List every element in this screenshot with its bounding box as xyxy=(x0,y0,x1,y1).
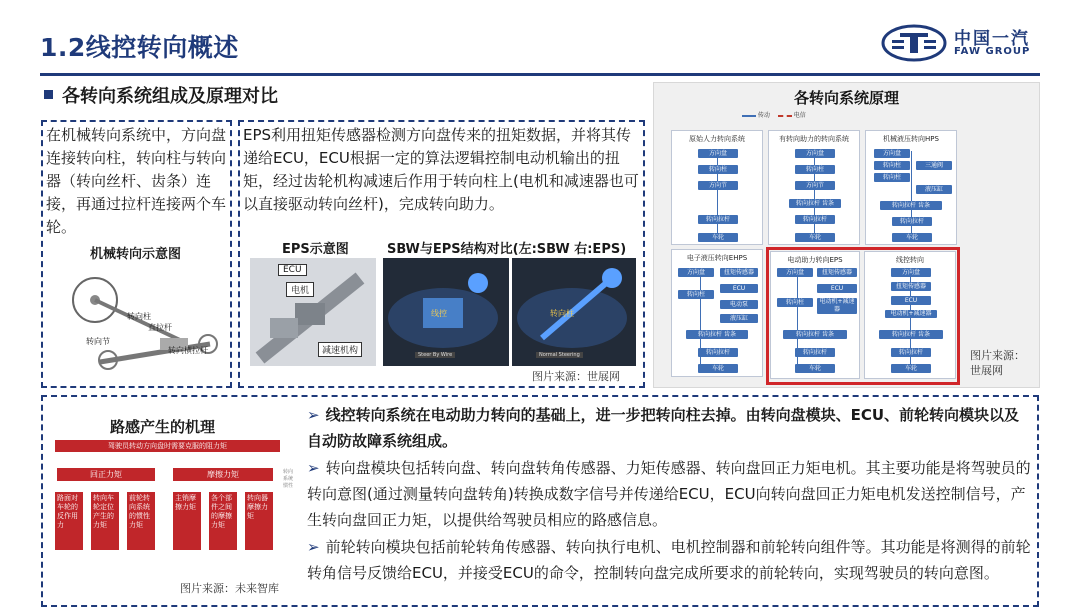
node: 转向柱 xyxy=(698,165,738,174)
sbw-sub-left: Steer By Wire xyxy=(415,352,455,358)
bullet-3 xyxy=(307,534,1032,586)
node: ECU xyxy=(720,284,758,293)
node: ECU xyxy=(817,284,857,293)
node: 液压缸 xyxy=(916,185,952,194)
node: 扭矩传感器 xyxy=(817,268,857,277)
node: 电动机+减速器 xyxy=(817,298,857,314)
node: 转向拉杆 齿条 xyxy=(879,330,943,339)
arrow-icon: ➢ xyxy=(307,406,320,424)
chart-col: 转向车轮定位产生的力矩 xyxy=(91,492,119,550)
chart-col: 前轮转向系统的惯性力矩 xyxy=(127,492,155,550)
sbw-sub-right: Normal Steering xyxy=(536,352,583,358)
faw-logo xyxy=(880,22,1045,66)
node: 方向节 xyxy=(698,181,738,190)
panel-power-assist xyxy=(768,130,860,245)
eps-source: 图片来源：世展网 xyxy=(532,370,620,383)
panel-eps-title: 电动助力转向EPS xyxy=(787,256,843,264)
node: 方向盘 xyxy=(874,149,910,158)
eps-label-reducer: 减速机构 xyxy=(318,342,362,357)
chart-side-note: 转向系统惯性 xyxy=(283,469,294,489)
node: 转向柱 xyxy=(777,298,813,307)
node: 车轮 xyxy=(795,364,835,373)
node: 方向盘 xyxy=(777,268,813,277)
node: 方向盘 xyxy=(891,268,931,277)
chart-source: 图片来源：未来智库 xyxy=(180,582,279,595)
logo-cn-text: 中国一汽 xyxy=(954,29,1030,49)
node: 方向盘 xyxy=(795,149,835,158)
node: 方向节 xyxy=(795,181,835,190)
chart-group-left: 回正力矩 xyxy=(57,468,155,481)
chart-header: 驾驶员转动方向盘时需要克服的阻力矩 xyxy=(55,440,280,452)
header-rule xyxy=(40,73,1040,76)
diagram-title: 各转向系统原理 xyxy=(793,89,899,107)
node: 三通阀 xyxy=(916,161,952,170)
legend-signal: 电信 xyxy=(793,112,806,119)
node: 扭矩传感器 xyxy=(891,282,931,291)
legend-transmit: 传动 xyxy=(757,112,770,119)
mechanical-steering-text: 在机械转向系统中，方向盘连接转向柱，转向柱与转向器（转向丝杆、齿条）连接，再通过拉杆连接两个车轮。 xyxy=(46,126,227,236)
node: 转向柱 xyxy=(874,173,910,182)
panel-hps xyxy=(865,130,957,245)
node: 扭矩传感器 xyxy=(720,268,758,277)
node: 电动机+减速器 xyxy=(885,310,937,318)
bullet-1-text: 线控转向系统在电动助力转向的基础上，进一步把转向柱去掉。由转向盘模块、ECU、前轮转向模块以及自动防故障系统组成。 xyxy=(307,406,1020,450)
node: 转向柱 xyxy=(795,165,835,174)
eps-compare-illustration xyxy=(512,258,636,366)
sbw-image xyxy=(383,258,509,366)
panel-power-assist-title: 有转向助力的转向系统 xyxy=(779,135,849,143)
faw-emblem-icon xyxy=(880,22,948,64)
bullet-2-text: 转向盘模块包括转向盘、转向盘转角传感器、力矩传感器、转向盘回正力矩电机。其主要功能是将驾驶员的转向意图(通过测量转向盘转角)转换成数字信号并传递给ECU，ECU向转向盘回正力矩电机发送控制信号，产生转向盘回正力矩，以提供给驾驶员相应的路感信息。 xyxy=(307,459,1031,529)
page-title: 1.2线控转向概述 xyxy=(40,33,239,62)
node: 车轮 xyxy=(698,364,738,373)
node: 电动泵 xyxy=(720,300,758,309)
label-steering-column: 转向柱 xyxy=(127,312,151,321)
node: 转向拉杆 齿条 xyxy=(686,330,748,339)
diagram-legend xyxy=(742,110,806,119)
node: 转向拉杆 xyxy=(795,215,835,224)
panel-manual-title: 原始人力转向系统 xyxy=(689,135,745,143)
node: 转向拉杆 xyxy=(892,217,932,226)
sbw-caption: SBW与EPS结构对比(左:SBW 右:EPS) xyxy=(387,242,627,257)
arrow-icon: ➢ xyxy=(307,459,320,477)
panel-ehps-title: 电子液压转向EHPS xyxy=(686,254,748,262)
legend-solid-icon xyxy=(742,115,756,117)
node: 转向拉杆 齿条 xyxy=(783,330,847,339)
eps-caption: EPS示意图 xyxy=(282,242,349,257)
node: 车轮 xyxy=(698,233,738,242)
node: 方向盘 xyxy=(678,268,714,277)
arrow-icon: ➢ xyxy=(307,538,320,556)
panel-ehps xyxy=(671,249,763,377)
chart-col: 转向器摩擦力矩 xyxy=(245,492,273,550)
panel-eps xyxy=(770,251,860,379)
chart-group-right: 摩擦力矩 xyxy=(173,468,273,481)
mechanical-steering-illustration xyxy=(60,262,230,384)
road-feel-title: 路感产生的机理 xyxy=(110,418,216,436)
node: 转向柱 xyxy=(678,290,714,299)
chart-col: 主销摩擦力矩 xyxy=(173,492,201,550)
eps-compare-image xyxy=(512,258,636,366)
node: 方向盘 xyxy=(698,149,738,158)
node: 液压缸 xyxy=(720,314,758,323)
node: 转向拉杆 齿条 xyxy=(880,201,942,210)
label-knuckle: 转向节 xyxy=(86,337,110,346)
node: 转向柱 xyxy=(874,161,910,170)
diagram-source: 图片来源：世展网 xyxy=(970,349,1025,377)
node: 车轮 xyxy=(795,233,835,242)
eps-image xyxy=(250,258,376,366)
section-bullet xyxy=(44,90,53,99)
chart-col: 各个部件之间的摩擦力矩 xyxy=(209,492,237,550)
road-feel-chart xyxy=(55,440,294,575)
node: 车轮 xyxy=(892,233,932,242)
eps-text: EPS利用扭矩传感器检测方向盘传来的扭矩数据，并将其传递给ECU，ECU根据一定的算法逻辑控制电动机输出的扭矩，经过齿轮机构减速后作用于转向柱上(电机和减速器也可以直接驱动转向丝杆)，完成转向助力。 xyxy=(243,126,639,213)
panel-sbw xyxy=(864,251,956,379)
logo-en-text: FAW GROUP xyxy=(954,46,1031,57)
sbw-label-wire: 线控 xyxy=(431,309,447,318)
eps-label-ecu: ECU xyxy=(278,264,307,276)
legend-dashed-icon xyxy=(778,115,792,117)
node: 转向拉杆 xyxy=(891,348,931,357)
bullet-2 xyxy=(307,455,1032,533)
eps-label-motor: 电机 xyxy=(286,282,314,297)
eps-compare-label-column: 转向柱 xyxy=(550,309,574,318)
bullet-1 xyxy=(307,402,1032,454)
chart-col: 路面对车轮的反作用力 xyxy=(55,492,83,550)
node: 转向拉杆 xyxy=(795,348,835,357)
panel-manual xyxy=(671,130,763,245)
bullet-3-text: 前轮转向模块包括前轮转角传感器、转向执行电机、电机控制器和前轮转向组件等。其功能是将测得的前轮转角信号反馈给ECU，并接受ECU的命令，控制转向盘完成所要求的前轮转向，实现驾驶员的转向意图。 xyxy=(307,538,1031,582)
panel-hps-title: 机械液压转向HPS xyxy=(883,135,939,143)
node: 转向拉杆 xyxy=(698,215,738,224)
node: ECU xyxy=(891,296,931,305)
label-tie-rod: 转向横拉杆 xyxy=(168,346,208,355)
node: 转向拉杆 xyxy=(698,348,738,357)
mechanical-diagram-caption: 机械转向示意图 xyxy=(90,247,182,262)
panel-sbw-title: 线控转向 xyxy=(896,256,924,264)
node: 车轮 xyxy=(891,364,931,373)
section-title: 各转向系统组成及原理对比 xyxy=(62,86,278,107)
label-drag-link: 直拉杆 xyxy=(148,323,172,332)
node: 转向拉杆 齿条 xyxy=(789,199,841,208)
